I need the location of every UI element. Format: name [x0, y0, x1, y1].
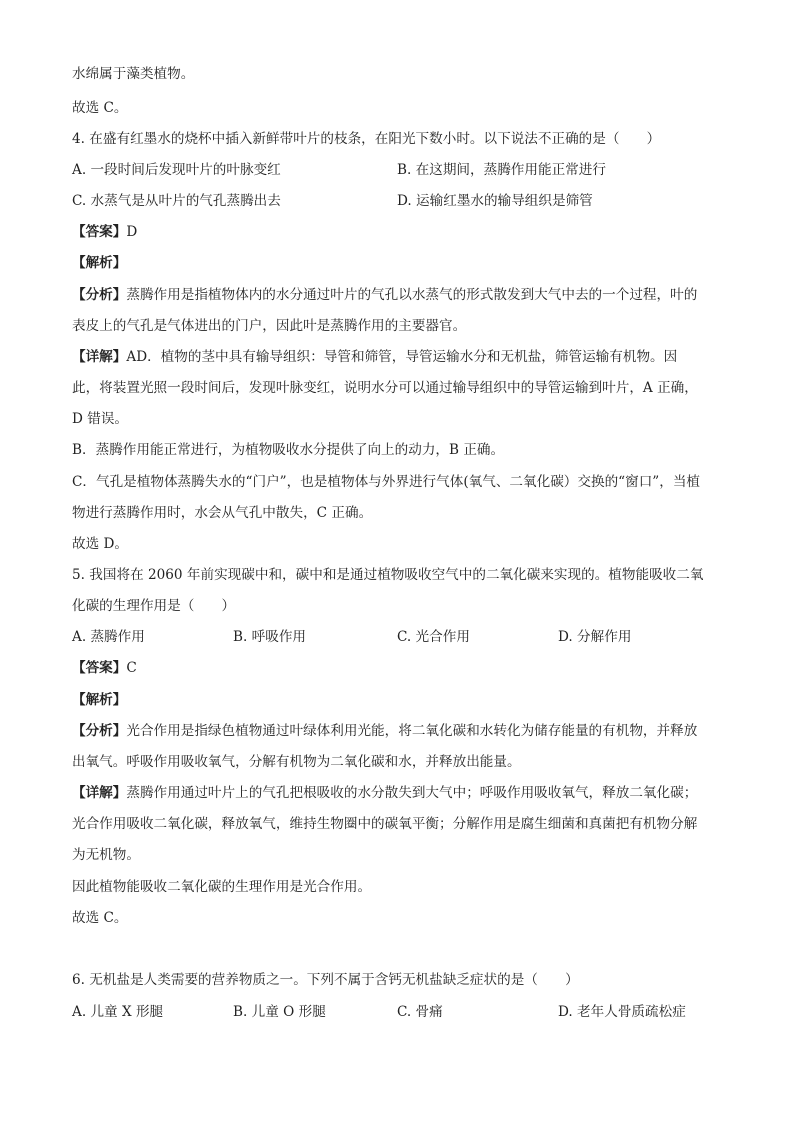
question-5-stem-line-2: 化碳的生理作用是（ ）: [72, 598, 236, 614]
question-4-xiangjie-line-2: 此，将装置光照一段时间后，发现叶脉变红，说明水分可以通过输导组织中的导管运输到叶片，A 正确，: [72, 380, 698, 396]
question-4-explain-b: B．蒸腾作用能正常进行，为植物吸收水分提供了向上的动力，B 正确。: [72, 442, 505, 458]
fenxi-tag: 【分析】: [72, 723, 127, 739]
question-5-stem-line-1: 5. 我国将在 2060 年前实现碳中和，碳中和是通过植物吸收空气中的二氧化碳来实现的。植物能吸收二氧: [72, 567, 704, 583]
question-5-xiangjie-line-2: 光合作用吸收二氧化碳，释放氧气，维持生物圈中的碳氧平衡；分解作用是腐生细菌和真菌把有机物分解: [72, 816, 698, 832]
question-5-option-c: C. 光合作用: [397, 629, 470, 645]
text-line: 水绵属于藻类植物。: [72, 66, 195, 82]
question-4-jiexi-heading: [72, 253, 724, 273]
xiangjie-tag: 【详解】: [72, 349, 127, 365]
answer-tag: 【答案】: [72, 224, 127, 240]
question-5-conclusion: 故选 C。: [72, 910, 128, 926]
question-4-option-b: B. 在这期间，蒸腾作用能正常进行: [397, 162, 606, 178]
xiangjie-text: 蒸腾作用通过叶片上的气孔把根吸收的水分散失到大气中；呼吸作用吸收氧气，释放二氧化碳；: [126, 785, 698, 801]
jiexi-tag: 【解析】: [72, 255, 127, 271]
question-4-xiangjie-line-3: D 错误。: [72, 411, 129, 427]
question-4-stem: 4. 在盛有红墨水的烧杯中插入新鲜带叶片的枝条，在阳光下数小时。以下说法不正确的是（ ）: [72, 131, 661, 147]
question-6-option-b: B. 儿童 O 形腿: [233, 1004, 326, 1020]
question-5-summary: 因此植物能吸收二氧化碳的生理作用是光合作用。: [72, 879, 372, 895]
question-4-option-a: A. 一段时间后发现叶片的叶脉变红: [72, 162, 281, 178]
question-6-option-a: A. 儿童 X 形腿: [72, 1004, 164, 1020]
question-4-option-c: C. 水蒸气是从叶片的气孔蒸腾出去: [72, 193, 281, 209]
question-5-answer: [72, 658, 724, 678]
fenxi-text: 光合作用是指绿色植物通过叶绿体利用光能，将二氧化碳和水转化为储存能量的有机物，并释放: [126, 723, 698, 739]
xiangjie-tag: 【详解】: [72, 785, 127, 801]
question-5-option-d: D. 分解作用: [558, 629, 632, 645]
jiexi-tag: 【解析】: [72, 692, 127, 708]
question-4-explain-c-line-2: 物进行蒸腾作用时，水会从气孔中散失，C 正确。: [72, 505, 373, 521]
answer-tag: 【答案】: [72, 660, 127, 676]
question-6-option-c: C. 骨痛: [397, 1004, 443, 1020]
question-5-fenxi-line-1: [72, 721, 724, 741]
question-4-explain-c-line-1: C．气孔是植物体蒸腾失水的“门户”，也是植物体与外界进行气体(氧气、二氧化碳）交换的“窗口”，当植: [72, 474, 701, 490]
question-5-option-a: A. 蒸腾作用: [72, 629, 145, 645]
question-5-option-b: B. 呼吸作用: [233, 629, 307, 645]
question-6-option-d: D. 老年人骨质疏松症: [558, 1004, 686, 1020]
question-5-xiangjie-line-1: [72, 783, 724, 803]
question-4-fenxi-line-2: 表皮上的气孔是气体进出的门户，因此叶是蒸腾作用的主要器官。: [72, 318, 467, 334]
question-4-xiangjie-line-1: [72, 347, 724, 367]
question-5-fenxi-line-2: 出氧气。呼吸作用吸收氧气，分解有机物为二氧化碳和水，并释放出能量。: [72, 754, 521, 770]
question-4-fenxi-line-1: [72, 285, 724, 305]
question-4-answer: [72, 222, 724, 242]
fenxi-tag: 【分析】: [72, 287, 127, 303]
answer-conclusion: 故选 C。: [72, 100, 128, 116]
question-5-xiangjie-line-3: 为无机物。: [72, 847, 140, 863]
answer-value: D: [126, 224, 138, 240]
question-6-stem: 6. 无机盐是人类需要的营养物质之一。下列不属于含钙无机盐缺乏症状的是（ ）: [72, 972, 579, 988]
answer-value: C: [126, 660, 137, 676]
question-5-jiexi-heading: [72, 690, 724, 710]
xiangjie-text: AD．植物的茎中具有输导组织：导管和筛管，导管运输水分和无机盐，筛管运输有机物。因: [126, 349, 678, 365]
question-4-conclusion: 故选 D。: [72, 536, 129, 552]
question-4-option-d: D. 运输红墨水的输导组织是筛管: [397, 193, 593, 209]
fenxi-text: 蒸腾作用是指植物体内的水分通过叶片的气孔以水蒸气的形式散发到大气中去的一个过程，叶的: [126, 287, 698, 303]
